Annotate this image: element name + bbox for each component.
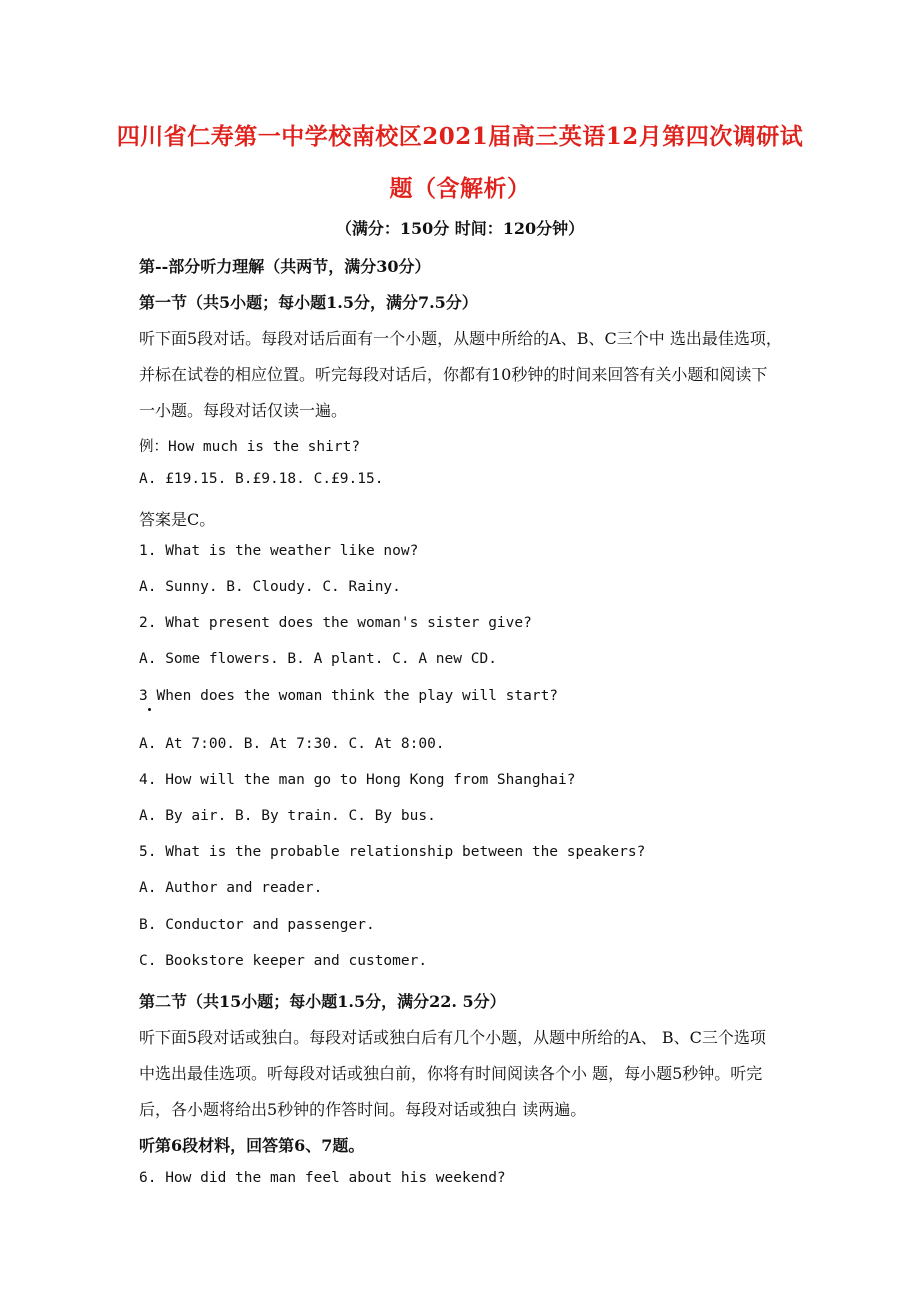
question-4: 4. How will the man go to Hong Kong from Shanghai? <box>139 772 576 788</box>
section2-heading: 第二节（共15小题；每小题1.5分，满分22. 5分） <box>139 992 506 1011</box>
section1-heading: 第一节（共5小题；每小题1.5分，满分7.5分） <box>139 293 478 312</box>
section2-instruction-line: 听下面5段对话或独白。每段对话或独白后有几个小题，从题中所给的A、 B、C三个选项 <box>139 1028 766 1047</box>
section2-instruction-line: 后，各小题将给出5秒钟的作答时间。每段对话或独白 读两遍。 <box>139 1100 587 1119</box>
section1-instruction-line: 听下面5段对话。每段对话后面有一个小题，从题中所给的A、B、C三个中 选出最佳选项， <box>139 329 782 348</box>
question-6: 6. How did the man feel about his weekend? <box>139 1170 506 1186</box>
material-6-heading: 听第6段材料，回答第6、7题。 <box>139 1136 365 1155</box>
example-answer: 答案是C。 <box>139 510 216 529</box>
question-2-options: A. Some flowers. B. A plant. C. A new CD. <box>139 651 497 667</box>
question-1: 1. What is the weather like now? <box>139 543 419 559</box>
section2-instruction-line: 中选出最佳选项。听每段对话或独白前，你将有时间阅读各个小 题，每小题5秒钟。听完 <box>139 1064 763 1083</box>
section1-instruction-line: 并标在试卷的相应位置。听完每段对话后，你都有10秒钟的时间来回答有关小题和阅读下 <box>139 365 768 384</box>
question-5-option-a: A. Author and reader. <box>139 880 323 896</box>
score-time-subtitle: （满分：150分 时间：120分钟） <box>335 219 585 238</box>
example-question: 例：How much is the shirt? <box>139 439 361 455</box>
question-5-option-b: B. Conductor and passenger. <box>139 917 375 933</box>
document-title-line1: 四川省仁寿第一中学校南校区2021届高三英语12月第四次调研试 <box>116 123 804 150</box>
part1-heading: 第--部分听力理解（共两节，满分30分） <box>139 257 431 276</box>
question-5-option-c: C. Bookstore keeper and customer. <box>139 953 428 969</box>
question-3-options: A. At 7:00. B. At 7:30. C. At 8:00. <box>139 736 445 752</box>
example-options: A. £19.15. B.£9.18. C.£9.15. <box>139 471 384 487</box>
stray-dot <box>148 708 151 711</box>
question-3: 3 When does the woman think the play will start? <box>139 688 559 704</box>
section1-instruction-line: 一小题。每段对话仅读一遍。 <box>139 401 348 420</box>
question-1-options: A. Sunny. B. Cloudy. C. Rainy. <box>139 579 401 595</box>
question-5: 5. What is the probable relationship between the speakers? <box>139 844 646 860</box>
document-title-line2: 题（含解析） <box>389 175 531 202</box>
question-4-options: A. By air. B. By train. C. By bus. <box>139 808 436 824</box>
question-2: 2. What present does the woman's sister give? <box>139 615 532 631</box>
